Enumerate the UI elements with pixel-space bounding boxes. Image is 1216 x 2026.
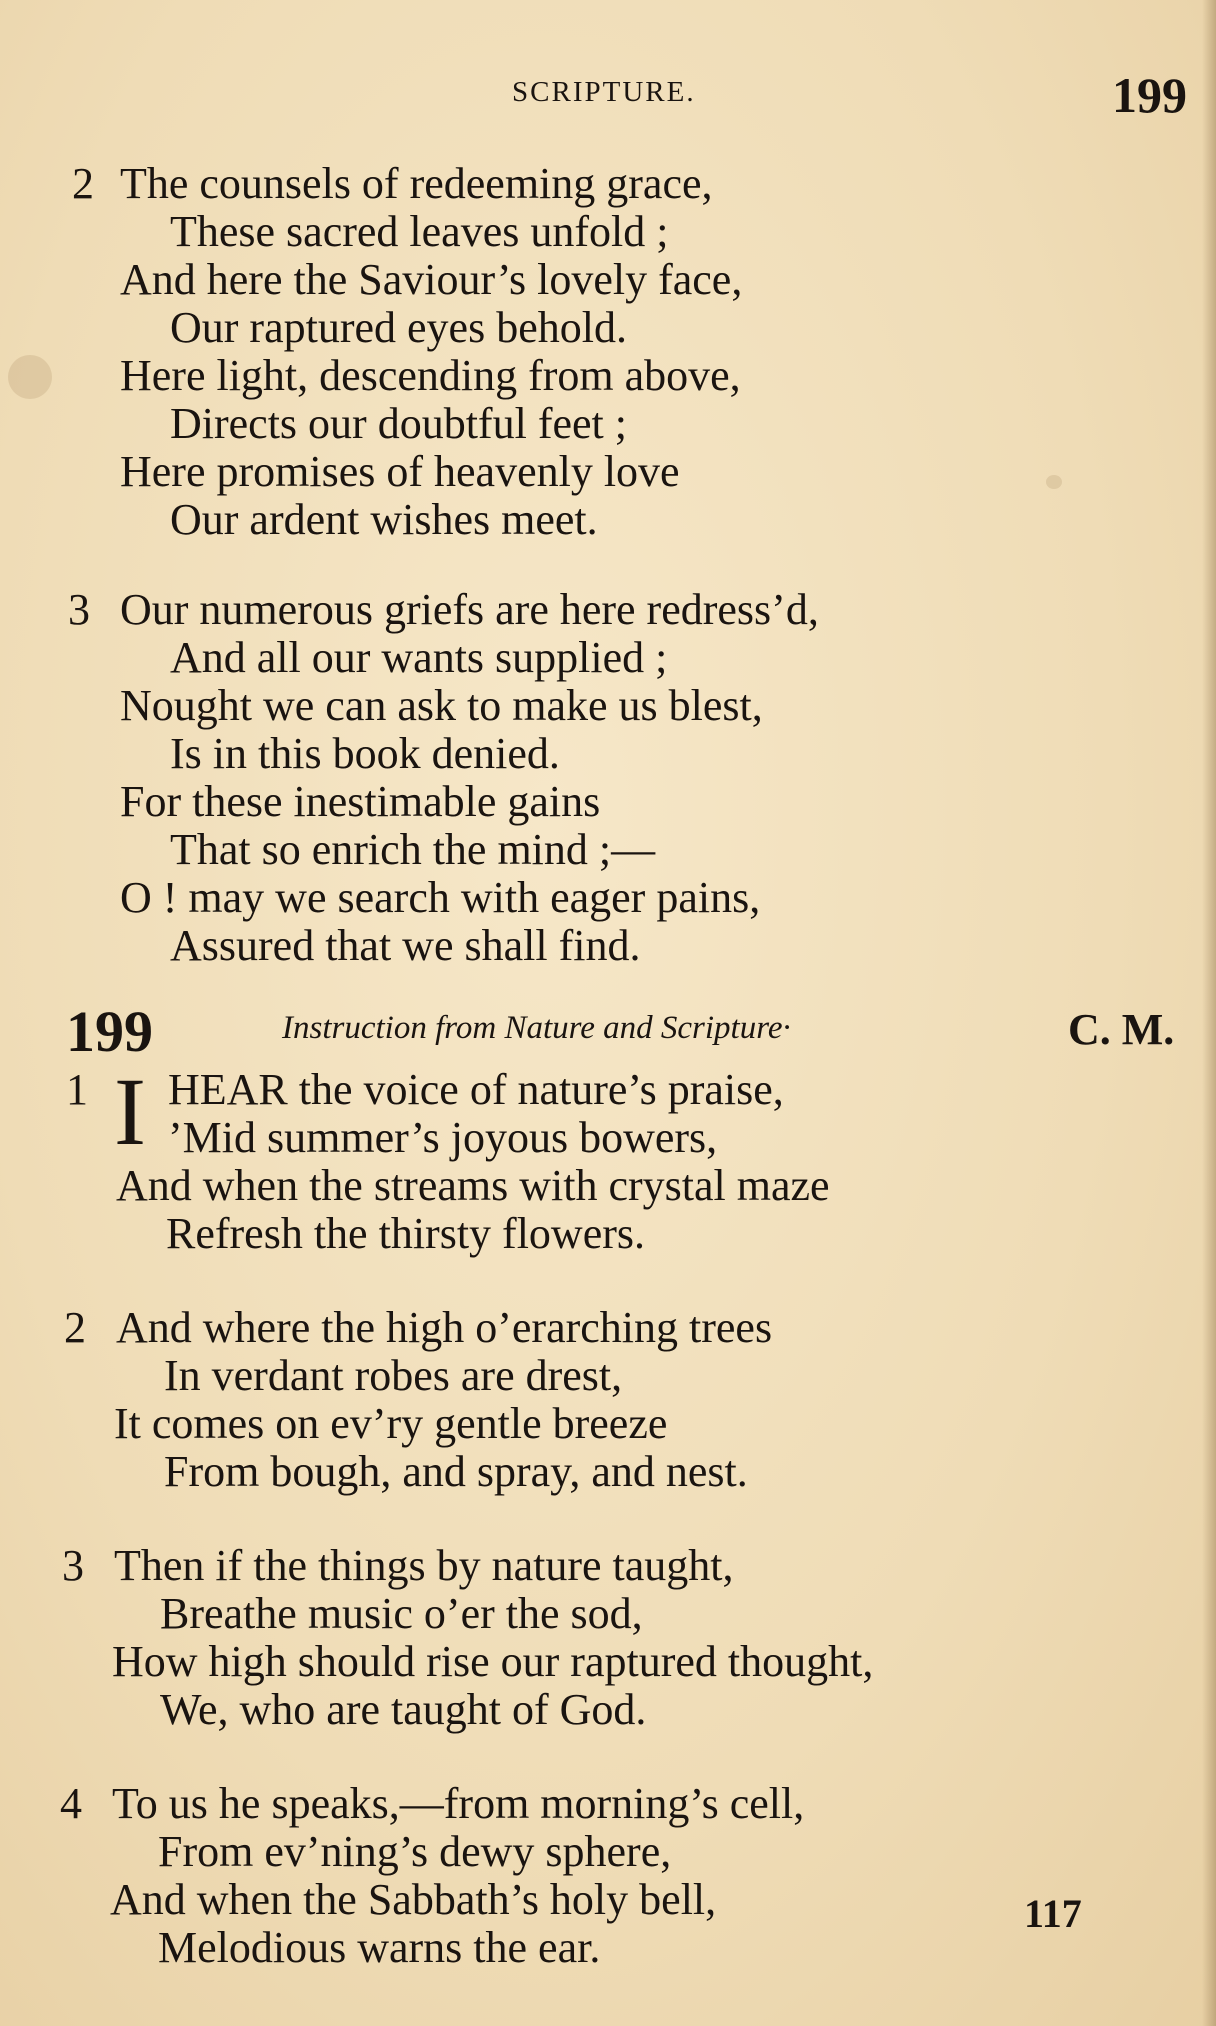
hymn-title: Instruction from Nature and Scripture· — [282, 1010, 791, 1046]
verse-line: Then if the things by nature taught, — [114, 1541, 734, 1590]
verse-line: O ! may we search with eager pains, — [120, 873, 761, 922]
running-title: SCRIPTURE. — [512, 76, 696, 108]
verse-line: Is in this book denied. — [170, 729, 560, 778]
signature-number: 117 — [1024, 1891, 1082, 1936]
page-edge-shadow — [1202, 0, 1216, 2026]
page-number: 199 — [1112, 67, 1187, 123]
verse-line: ’Mid summer’s joyous bowers, — [168, 1113, 718, 1162]
verse-line: These sacred leaves unfold ; — [170, 207, 669, 256]
verse-line: For these inestimable gains — [120, 777, 601, 826]
verse-line: Directs our doubtful feet ; — [170, 399, 627, 448]
stanza-number: 3 — [62, 1541, 84, 1590]
verse-line: From bough, and spray, and nest. — [164, 1447, 748, 1496]
verse-line: And when the Sabbath’s holy bell, — [110, 1875, 717, 1924]
verse-line: To us he speaks,—from morning’s cell, — [112, 1779, 805, 1828]
stanza-number: 2 — [72, 159, 94, 208]
verse-line: And here the Saviour’s lovely face, — [120, 255, 743, 304]
verse-line: Refresh the thirsty flowers. — [166, 1209, 645, 1258]
verse-line: It comes on ev’ry gentle breeze — [114, 1399, 668, 1448]
verse-line: That so enrich the mind ;— — [170, 825, 656, 874]
stanza-number: 2 — [64, 1303, 86, 1352]
verse-line: Assured that we shall find. — [170, 921, 641, 970]
hymn-number: 199 — [66, 999, 153, 1064]
verse-line: The counsels of redeeming grace, — [120, 159, 713, 208]
verse-line: We, who are taught of God. — [160, 1685, 647, 1734]
verse-line: And all our wants supplied ; — [170, 633, 668, 682]
drop-cap: I — [114, 1058, 146, 1165]
stanza-number: 3 — [68, 585, 90, 634]
hymn-meter: C. M. — [1068, 1005, 1175, 1054]
paper-stain — [8, 355, 52, 399]
verse-line: Breathe music o’er the sod, — [160, 1589, 643, 1638]
verse-line: Here promises of heavenly love — [120, 447, 680, 496]
verse-line: In verdant robes are drest, — [164, 1351, 623, 1400]
verse-line: Melodious warns the ear. — [158, 1923, 601, 1972]
verse-line: And when the streams with crystal maze — [116, 1161, 830, 1210]
verse-line: And where the high o’erarching trees — [116, 1303, 773, 1352]
verse-line: Our numerous griefs are here redress’d, — [120, 585, 819, 634]
stanza-number: 4 — [60, 1779, 82, 1828]
verse-line: Our ardent wishes meet. — [170, 495, 598, 544]
stanza-number: 1 — [66, 1065, 88, 1114]
verse-line: From ev’ning’s dewy sphere, — [158, 1827, 672, 1876]
verse-line: Nought we can ask to make us blest, — [120, 681, 763, 730]
verse-line: How high should rise our raptured thought, — [112, 1637, 874, 1686]
paper-stain — [1046, 475, 1062, 489]
verse-line: HEAR the voice of nature’s praise, — [168, 1065, 784, 1114]
verse-line: Our raptured eyes behold. — [170, 303, 627, 352]
verse-line: Here light, descending from above, — [120, 351, 741, 400]
